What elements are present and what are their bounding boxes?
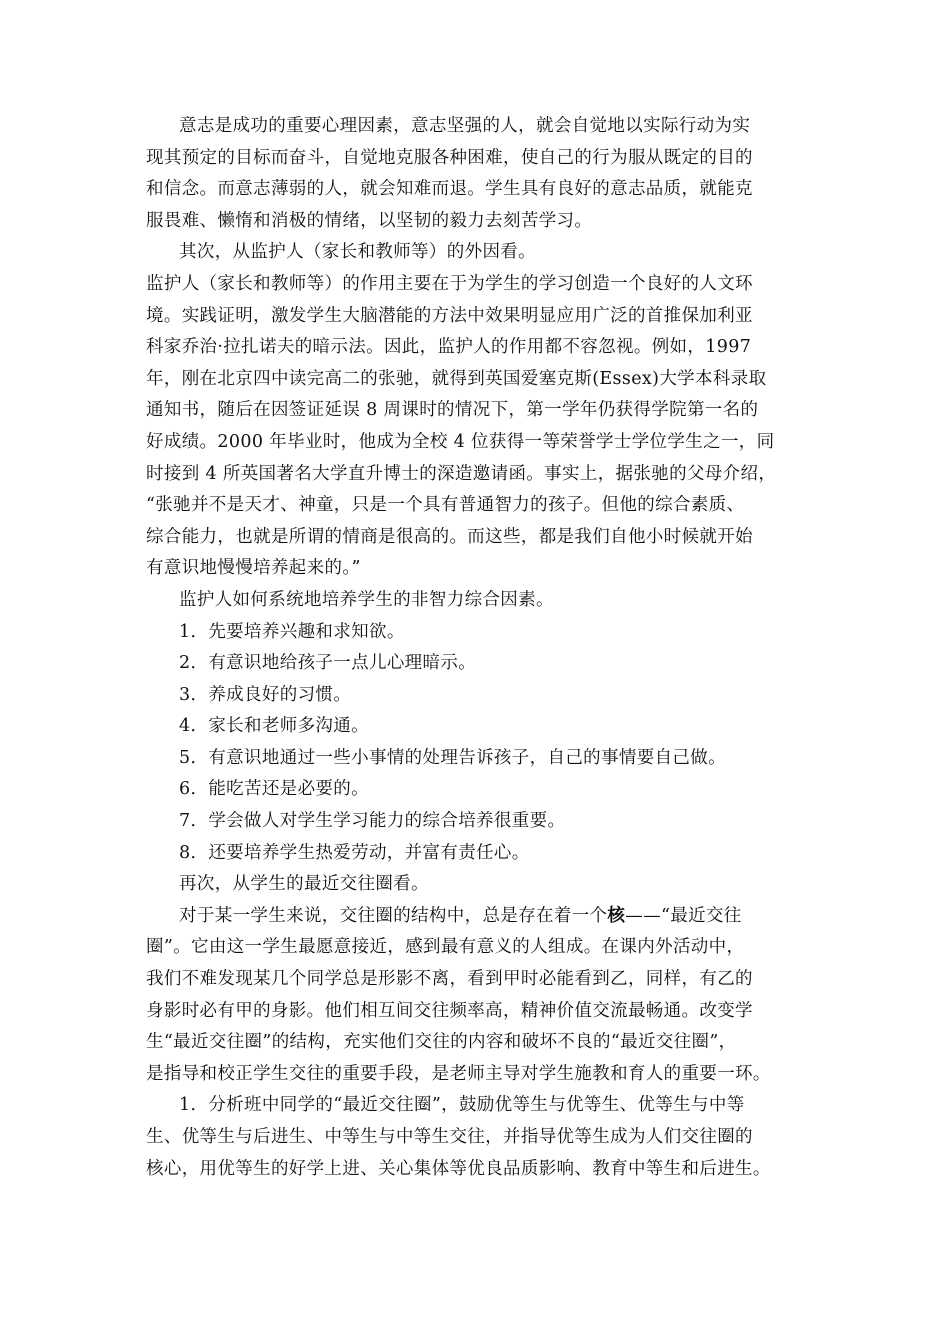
list-item: 6．能吃苦还是必要的。 xyxy=(179,779,369,800)
text-line: 时接到 4 所英国著名大学直升博士的深造邀请函。事实上，据张驰的父母介绍， xyxy=(146,463,777,484)
text-line: “张驰并不是天才、神童，只是一个具有普通智力的孩子。但他的综合素质、 xyxy=(146,495,745,516)
text-line: 好成绩。2000 年毕业时，他成为全校 4 位获得一等荣誉学士学位学生之一，同 xyxy=(146,431,775,452)
list-item: 5．有意识地通过一些小事情的处理告诉孩子，自己的事情要自己做。 xyxy=(179,747,726,768)
text-line: 核心，用优等生的好学上进、关心集体等优良品质影响、教育中等生和后进生。 xyxy=(146,1158,771,1179)
document-page xyxy=(146,111,810,1185)
text-segment: 对于某一学生来说，交往圈的结构中，总是存在着一个 xyxy=(179,905,608,926)
text-line: 意志是成功的重要心理因素，意志坚强的人，就会自觉地以实际行动为实 xyxy=(179,116,751,136)
list-item: 7．学会做人对学生学习能力的综合培养很重要。 xyxy=(179,811,566,832)
section-heading-line: 再次，从学生的最近交往圈看。 xyxy=(179,874,429,895)
text-line: 现其预定的目标而奋斗，自觉地克服各种困难，使自己的行为服从既定的目的 xyxy=(146,147,753,168)
text-line: 我们不难发现某几个同学总是形影不离，看到甲时必能看到乙，同样，有乙的 xyxy=(146,969,753,990)
list-item: 3．养成良好的习惯。 xyxy=(179,684,352,705)
text-line: 圈”。它由这一学生最愿意接近，感到最有意义的人组成。在课内外活动中， xyxy=(146,937,745,958)
text-line: 服畏难、懒惰和消极的情绪，以坚韧的毅力去刻苦学习。 xyxy=(146,210,593,231)
text-line: 科家乔治·拉扎诺夫的暗示法。因此，监护人的作用都不容忽视。例如，1997 xyxy=(146,337,752,358)
text-line: 生“最近交往圈”的结构，充实他们交往的内容和破坏不良的“最近交往圈”， xyxy=(146,1032,737,1053)
text-line: 和信念。而意志薄弱的人，就会知难而退。学生具有良好的意志品质，就能克 xyxy=(146,179,753,200)
text-line: 监护人（家长和教师等）的作用主要在于为学生的学习创造一个良好的人文环 xyxy=(146,273,753,294)
section-heading-line: 其次，从监护人（家长和教师等）的外因看。 xyxy=(179,242,536,263)
text-line: 综合能力，也就是所谓的情商是很高的。而这些，都是我们自他小时候就开始 xyxy=(146,526,753,547)
text-segment: ——“最近交往 xyxy=(625,905,742,926)
text-line: 有意识地慢慢培养起来的。” xyxy=(146,558,361,579)
text-line: 身影时必有甲的身影。他们相互间交往频率高，精神价值交流最畅通。改变学 xyxy=(146,1000,753,1021)
text-line: 境。实践证明，激发学生大脑潜能的方法中效果明显应用广泛的首推保加利亚 xyxy=(146,305,753,326)
text-line: 年，刚在北京四中读完高二的张驰，就得到英国爱塞克斯(Essex)大学本科录取 xyxy=(146,368,767,389)
text-line xyxy=(146,901,810,933)
list-item: 1．先要培养兴趣和求知欲。 xyxy=(179,621,405,642)
list-item: 4．家长和老师多沟通。 xyxy=(179,716,369,737)
list-item: 1．分析班中同学的“最近交往圈”，鼓励优等生与优等生、优等生与中等 xyxy=(179,1095,745,1116)
text-line: 生、优等生与后进生、中等生与中等生交往，并指导优等生成为人们交往圈的 xyxy=(146,1127,753,1147)
section-heading-line: 监护人如何系统地培养学生的非智力综合因素。 xyxy=(179,589,554,610)
list-item: 2．有意识地给孩子一点儿心理暗示。 xyxy=(179,653,477,674)
list-item: 8．还要培养学生热爱劳动，并富有责任心。 xyxy=(179,842,530,863)
text-line: 是指导和校正学生交往的重要手段，是老师主导对学生施教和育人的重要一环。 xyxy=(146,1063,771,1084)
text-line: 通知书，随后在因签证延误 8 周课时的情况下，第一学年仍获得学院第一名的 xyxy=(146,400,759,421)
bold-keyword: 核 xyxy=(607,905,626,926)
